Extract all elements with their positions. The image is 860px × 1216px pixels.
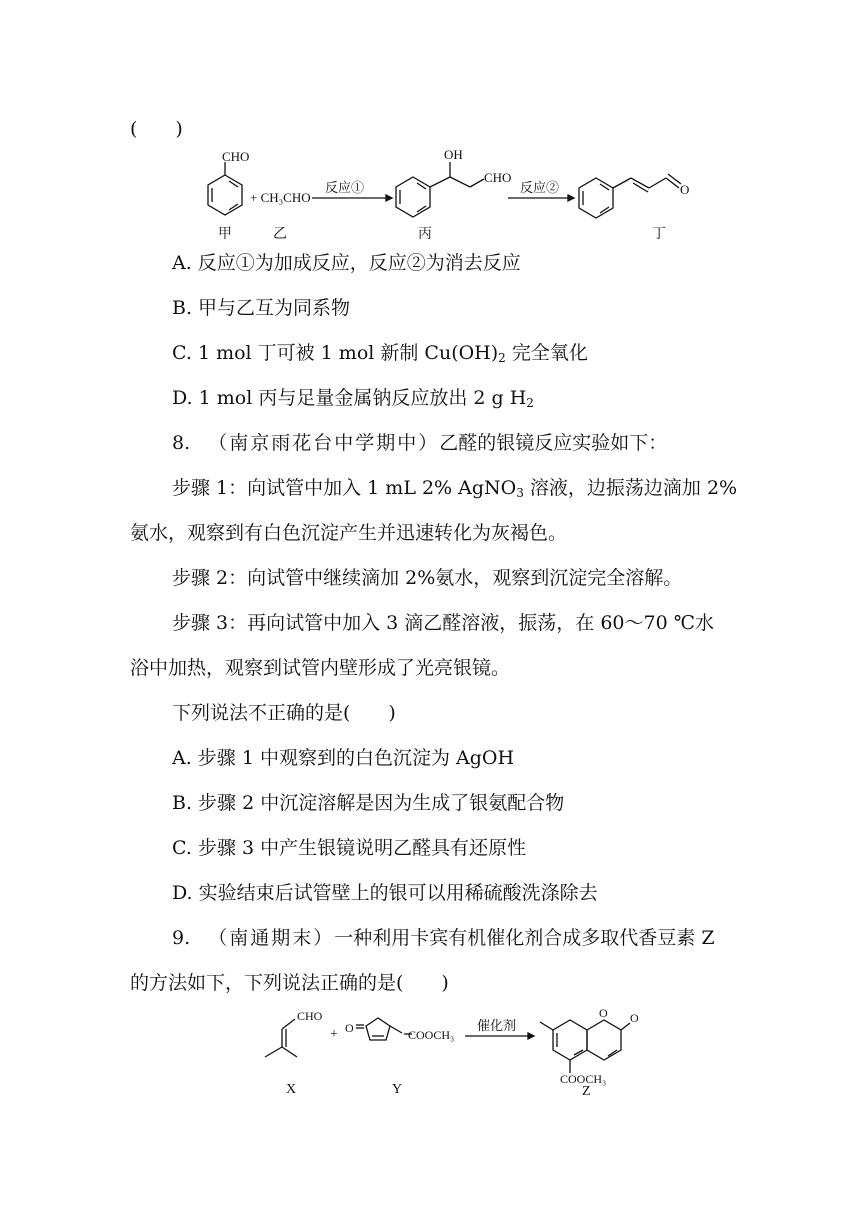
q8-option-c: C. 步骤 3 中产生银镜说明乙醛具有还原性 (172, 837, 527, 859)
compound-x-structure (265, 1019, 297, 1057)
benzaldehyde-structure (208, 162, 242, 215)
compound-name-jia: 甲 (218, 227, 232, 242)
q7-option-b: B. 甲与乙互为同系物 (172, 297, 351, 319)
question-stem: 乙醛的银镜反应实验如下： (439, 432, 668, 454)
compound-y-structure (356, 1018, 412, 1040)
compound-name-x: X (286, 1082, 297, 1097)
q9-header (172, 926, 715, 950)
compound-z-structure (540, 1020, 630, 1073)
o-label: O (680, 182, 690, 197)
q8-step1-line1: 步骤 1：向试管中加入 1 mL 2% AgNO$_3$ 溶液，边振荡边滴加 2% (172, 477, 738, 500)
y-o-label: O (345, 1021, 354, 1035)
q9-stem-line2: 的方法如下，下列说法正确的是( ) (130, 972, 449, 994)
reaction-scheme-q7 (0, 142, 860, 252)
cinnamaldehyde-structure (579, 174, 681, 218)
q8-step3-line2: 浴中加热，观察到试管内壁形成了光亮银镜。 (130, 657, 511, 679)
q8-step2: 步骤 2：向试管中继续滴加 2%氨水，观察到沉淀完全溶解。 (172, 567, 683, 589)
x-cho-label: CHO (297, 1009, 323, 1023)
catalyst-label: 催化剂 (477, 1018, 517, 1033)
acetaldehyde-reagent: + CH₃CHO (250, 190, 311, 205)
z-ring-o-label: O (599, 1006, 608, 1020)
q8-question: 下列说法不正确的是( ) (172, 702, 396, 724)
aldol-product-structure (396, 162, 484, 217)
question-stem: 一种利用卡宾有机催化剂合成多取代香豆素 Z (334, 927, 715, 949)
q7-option-a: A. 反应①为加成反应，反应②为消去反应 (172, 252, 521, 274)
q8-option-b: B. 步骤 2 中沉淀溶解是因为生成了银氨配合物 (172, 792, 565, 814)
question-number: 8. (172, 432, 191, 454)
question-number: 9. (172, 927, 191, 949)
q8-option-a: A. 步骤 1 中观察到的白色沉淀为 AgOH (172, 747, 515, 769)
question-paren: ( ) (130, 118, 183, 140)
plus-sign: + (330, 1027, 338, 1042)
compound-name-z: Z (582, 1084, 591, 1099)
compound-name-bing: 丙 (418, 227, 432, 242)
cho-label-2: CHO (484, 170, 512, 185)
q7-option-c: C. 1 mol 丁可被 1 mol 新制 $Cu(OH)_2$ 完全氧化 (172, 342, 588, 365)
oh-label: OH (444, 147, 463, 162)
question-source: （南京雨花台中学期中） (208, 432, 440, 454)
q8-step3-line1: 步骤 3：再向试管中加入 3 滴乙醛溶液，振荡，在 60～70 ℃水 (172, 612, 714, 634)
compound-name-y: Y (392, 1082, 403, 1097)
arrow-label-reaction-1: 反应① (325, 180, 365, 195)
y-ester-label: COOCH₃ (408, 1028, 455, 1042)
reaction-scheme-q9 (0, 1005, 860, 1105)
z-carbonyl-o-label: O (630, 1011, 639, 1025)
compound-name-ding: 丁 (652, 227, 666, 242)
arrow-label-reaction-2: 反应② (520, 180, 560, 195)
q8-option-d: D. 实验结束后试管壁上的银可以用稀硫酸洗涤除去 (172, 882, 598, 904)
q8-header (172, 431, 667, 455)
question-source: （南通期末） (208, 927, 335, 949)
q7-option-d: D. 1 mol 丙与足量金属钠反应放出 2 g $H_2$ (172, 387, 534, 410)
z-ester-label: COOCH₃ (560, 1072, 607, 1086)
compound-name-yi: 乙 (273, 227, 287, 242)
cho-label: CHO (222, 149, 250, 164)
q8-step1-line2: 氨水，观察到有白色沉淀产生并迅速转化为灰褐色。 (130, 522, 568, 544)
